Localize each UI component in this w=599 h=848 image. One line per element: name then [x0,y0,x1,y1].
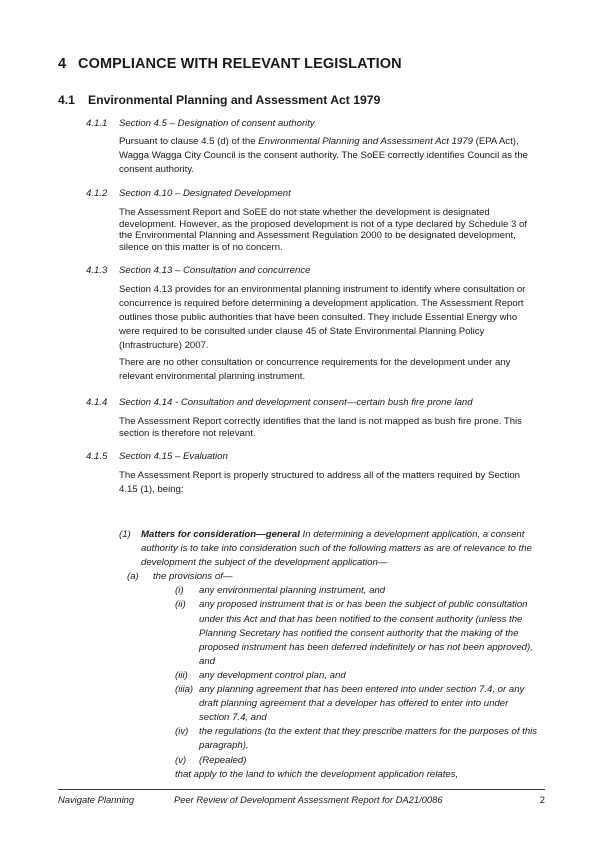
item-paragraph-4-1-1 [119,135,529,177]
quote-subclause-iv [119,725,539,753]
section-number: 4 [58,56,67,72]
subclause-marker: (i) [175,585,184,597]
quote-subclause-iiia [119,683,539,725]
subsection-number: 4.1 [58,93,75,107]
subsection-heading [58,93,380,107]
footer-company: Navigate Planning [58,794,135,805]
quote-clause-a [119,570,539,584]
quote-clause-1 [119,528,539,570]
item-paragraph-4-1-2: The Assessment Report and SoEE do not state whether the development is designated development. However, as the proposed development is not of a type declared by Schedule 3 of the Environmental Planning and Assessment Regulation 2000 to be designated development, silence on this matter is of no concern. [119,207,527,253]
subsection-title: Environmental Planning and Assessment Act 1979 [88,93,381,107]
item-title: Section 4.13 – Consultation and concurrence [119,265,311,276]
subclause-text: any environmental planning instrument, and [199,585,386,597]
subclause-text: (Repealed) [199,754,247,766]
item-heading-4-1-1 [86,118,315,129]
item-heading-4-1-5 [86,451,228,462]
subclause-text: any planning agreement that has been entered into under section 7.4, or any draft planning agreement that a developer has offered to enter into under section 7.4, and [199,684,525,724]
item-number: 4.1.5 [86,451,108,462]
section-heading [58,56,402,72]
section-title: COMPLIANCE WITH RELEVANT LEGISLATION [78,56,402,72]
item-number: 4.1.4 [86,397,108,408]
paragraph-text: (EPA Act), Wagga Wagga City Council is the consent authority. The SoEE correctly identifies Council as the consent authority. [119,136,528,175]
statute-quote [119,528,539,782]
subclause-marker: (ii) [175,599,186,611]
quote-subclause-v [119,754,539,768]
item-title: Section 4.5 – Designation of consent authority [119,118,315,129]
item-heading-4-1-4 [86,397,473,408]
item-title: Section 4.10 – Designated Development [119,188,291,199]
act-title-italic: Environmental Planning and Assessment Act 1979 [258,136,473,147]
item-paragraph-4-1-4: The Assessment Report correctly identifies that the land is not mapped as bush fire prone. This section is therefore not relevant. [119,416,522,439]
page-footer [58,789,545,805]
clause-marker: (a) [127,571,139,583]
clause-text: In determining a development application, a consent authority is to take into consideration such of the following matters as are of relevance to the development the subject of the development application— [141,529,532,569]
footer-document-title: Peer Review of Development Assessment Report for DA21/0086 [174,794,443,805]
item-heading-4-1-2 [86,188,291,199]
clause-heading: Matters for consideration—general [141,529,300,540]
subclause-marker: (iv) [175,726,189,738]
quote-subclause-i [119,584,539,598]
item-number: 4.1.2 [86,188,108,199]
subclause-marker: (v) [175,754,187,766]
quote-subclause-ii [119,598,539,668]
clause-marker: (1) [119,529,131,540]
subclause-text: the regulations (to the extent that they prescribe matters for the purposes of this paragraph), [199,726,538,752]
subclause-text: any development control plan, and [199,669,346,681]
subclause-marker: (iiia) [175,684,194,696]
page-number: 2 [539,794,545,805]
quote-subclause-iii [119,669,539,683]
item-title: Section 4.14 - Consultation and development consent—certain bush fire prone land [119,397,473,408]
clause-text: the provisions of— [153,571,233,583]
item-number: 4.1.3 [86,265,108,276]
item-heading-4-1-3 [86,265,310,276]
item-number: 4.1.1 [86,118,108,129]
subclause-text: any proposed instrument that is or has been the subject of public consultation under this Act and that has been notified to the consent authority (unless the Planning Secretary has notified the consent authority that the making of the proposed instrument has been deferred indefinitely or has not been approved), and [199,599,533,667]
item-paragraph-4-1-5: The Assessment Report is properly structured to address all of the matters required by Section 4.15 (1), being: [119,470,520,495]
quote-tail: that apply to the land to which the development application relates, [175,768,459,780]
item-paragraph-4-1-3: Section 4.13 provides for an environmental planning instrument to identify where consultation or concurrence is required before determining a development application. The Assessment Report outlines those public authorities that have been consulted. They include Essential Energy who were required to be consulted under clause 45 of State Environmental Planning Policy (Infrastructure) 2007. [119,284,526,351]
item-paragraph-4-1-3-b: There are no other consultation or concurrence requirements for the development under any relevant environmental planning instrument. [119,357,511,382]
subclause-marker: (iii) [175,669,188,681]
paragraph-text: Pursuant to clause 4.5 (d) of the [119,136,259,147]
item-title: Section 4.15 – Evaluation [119,451,228,462]
